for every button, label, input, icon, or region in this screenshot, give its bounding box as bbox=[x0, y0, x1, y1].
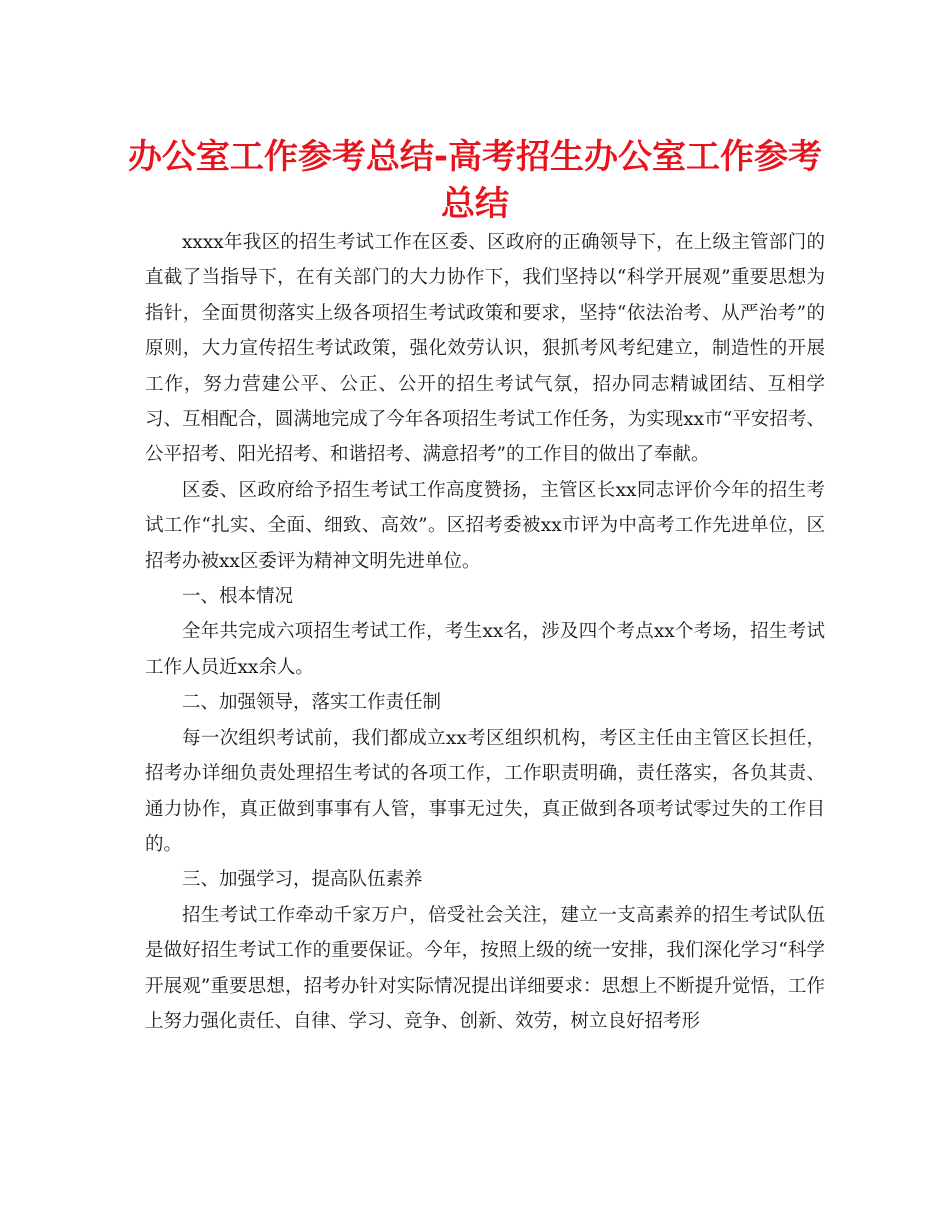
section-heading-leadership: 二、加强领导，落实工作责任制 bbox=[182, 692, 442, 714]
section-heading-basic: 一、根本情况 bbox=[182, 586, 294, 608]
paragraph-intro: xxxx年我区的招生考试工作在区委、区政府的正确领导下，在上级主管部门的直截了当指导下，在有关部门的大力协作下，我们坚持以“科学开展观”重要思想为指针，全面贯彻落实上级各项招生考试政策和要求，坚持“依法治考、从严治考”的原则，大力宣传招生考试政策，强化效劳认识，狠抓考风考纪建立，制造性的开展工作，努力营建公平、公正、公开的招生考试气氛，招办同志精诚团结、互相学习、互相配合，圆满地完成了今年各项招生考试工作任务，为实现xx市“平安招考、公平招考、阳光招考、和谐招考、满意招考”的工作目的做出了奉献。 bbox=[145, 232, 825, 466]
paragraph-study: 招生考试工作牵动千家万户，倍受社会关注，建立一支高素养的招生考试队伍是做好招生考试工作的重要保证。今年，按照上级的统一安排，我们深化学习“科学开展观”重要思想，招考办针对实际情况提出详细要求：思想上不断提升觉悟，工作上努力强化责任、自律、学习、竞争、创新、效劳，树立良好招考形 bbox=[145, 904, 825, 1032]
paragraph-praise: 区委、区政府给予招生考试工作高度赞扬，主管区长xx同志评价今年的招生考试工作“扎实、全面、细致、高效”。区招考委被xx市评为中高考工作先进单位，区招考办被xx区委评为精神文明先进单位。 bbox=[145, 479, 825, 572]
paragraph-basic: 全年共完成六项招生考试工作，考生xx名，涉及四个考点xx个考场，招生考试工作人员近xx余人。 bbox=[145, 621, 825, 678]
section-heading-study: 三、加强学习，提高队伍素养 bbox=[182, 869, 423, 891]
paragraph-leadership: 每一次组织考试前，我们都成立xx考区组织机构，考区主任由主管区长担任，招考办详细负责处理招生考试的各项工作，工作职责明确，责任落实，各负其责、通力协作，真正做到事事有人管，事事无过失，真正做到各项考试零过失的工作目的。 bbox=[145, 727, 825, 855]
document-title: 办公室工作参考总结-高考招生办公室工作参考总结 bbox=[127, 137, 823, 224]
document-body bbox=[145, 225, 825, 1039]
